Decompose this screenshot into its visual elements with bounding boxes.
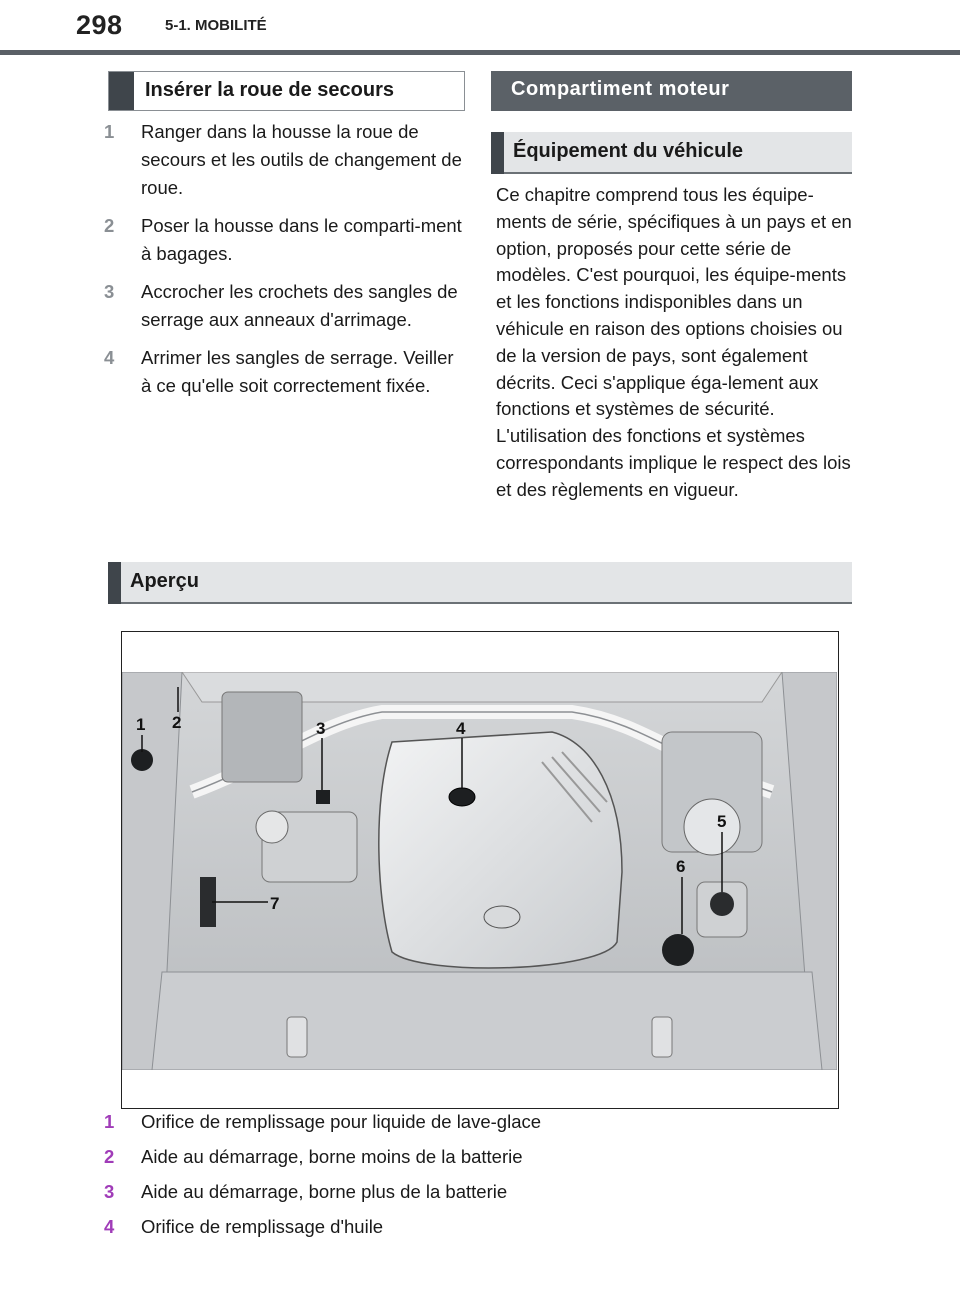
legend-text: Orifice de remplissage d'huile bbox=[141, 1216, 384, 1237]
step-item bbox=[104, 212, 464, 268]
callout-6: 6 bbox=[676, 857, 686, 876]
legend-number: 3 bbox=[104, 1181, 115, 1202]
legend-text: Aide au démarrage, borne plus de la batterie bbox=[141, 1181, 508, 1202]
legend-list bbox=[104, 1108, 864, 1248]
callout-7: 7 bbox=[270, 894, 280, 913]
step-text: Arrimer les sangles de serrage. Veiller à ce qu'elle soit correctement fixée. bbox=[141, 347, 454, 396]
heading-bar bbox=[491, 132, 504, 174]
callout-3: 3 bbox=[316, 719, 326, 738]
heading-text: Insérer la roue de secours bbox=[145, 79, 395, 101]
chapter-title: 5-1. MOBILITÉ bbox=[165, 17, 267, 34]
step-number: 3 bbox=[104, 281, 115, 302]
legend-number: 2 bbox=[104, 1146, 115, 1167]
callout-5: 5 bbox=[717, 812, 727, 831]
step-item bbox=[104, 344, 464, 400]
heading-text: Compartiment moteur bbox=[511, 78, 730, 100]
callout-1: 1 bbox=[136, 715, 146, 734]
equipment-paragraph: Ce chapitre comprend tous les équipe-ments de série, spécifiques à un pays et en option, proposés pour cette série de modèles. C'est pourquoi, les équipe-ments et les fonctions indisponibles dans un véhicule en raison des options choisies ou de la version de pays, sont également décrits. Ceci s'applique éga-lement aux fonctions et systèmes de sécurité. L'utilisation des fonctions et systèmes correspondants implique le respect des lois et des règlements en vigueur. bbox=[496, 184, 852, 500]
header-rule bbox=[0, 50, 960, 55]
legend-item bbox=[104, 1178, 864, 1206]
heading-bar bbox=[108, 562, 121, 604]
legend-number: 4 bbox=[104, 1216, 115, 1237]
engine-compartment-figure bbox=[121, 631, 839, 1109]
legend-number: 1 bbox=[104, 1111, 115, 1132]
legend-item bbox=[104, 1213, 864, 1241]
section-heading-overview bbox=[108, 562, 852, 604]
step-number: 1 bbox=[104, 121, 115, 142]
callout-4: 4 bbox=[456, 719, 466, 738]
section-heading-engine bbox=[491, 71, 852, 111]
step-text: Accrocher les crochets des sangles de serrage aux anneaux d'arrimage. bbox=[141, 281, 458, 330]
step-item bbox=[104, 278, 464, 334]
callout-2: 2 bbox=[172, 713, 182, 732]
section-heading-spare-wheel bbox=[108, 71, 465, 111]
subheading-equipment bbox=[491, 132, 852, 174]
heading-text: Équipement du véhicule bbox=[513, 140, 744, 162]
heading-bar bbox=[109, 72, 134, 110]
legend-text: Aide au démarrage, borne moins de la batterie bbox=[141, 1146, 523, 1167]
step-item bbox=[104, 118, 464, 202]
steps-list bbox=[104, 118, 464, 410]
legend-text: Orifice de remplissage pour liquide de lave-glace bbox=[141, 1111, 542, 1132]
step-text: Poser la housse dans le comparti-ment à bagages. bbox=[141, 215, 462, 264]
legend-item bbox=[104, 1108, 864, 1136]
legend-item bbox=[104, 1143, 864, 1171]
step-number: 2 bbox=[104, 215, 115, 236]
engine-illustration bbox=[122, 672, 837, 1070]
step-number: 4 bbox=[104, 347, 115, 368]
step-text: Ranger dans la housse la roue de secours et les outils de changement de roue. bbox=[141, 121, 462, 198]
heading-text: Aperçu bbox=[130, 570, 199, 592]
page-number: 298 bbox=[76, 10, 123, 40]
